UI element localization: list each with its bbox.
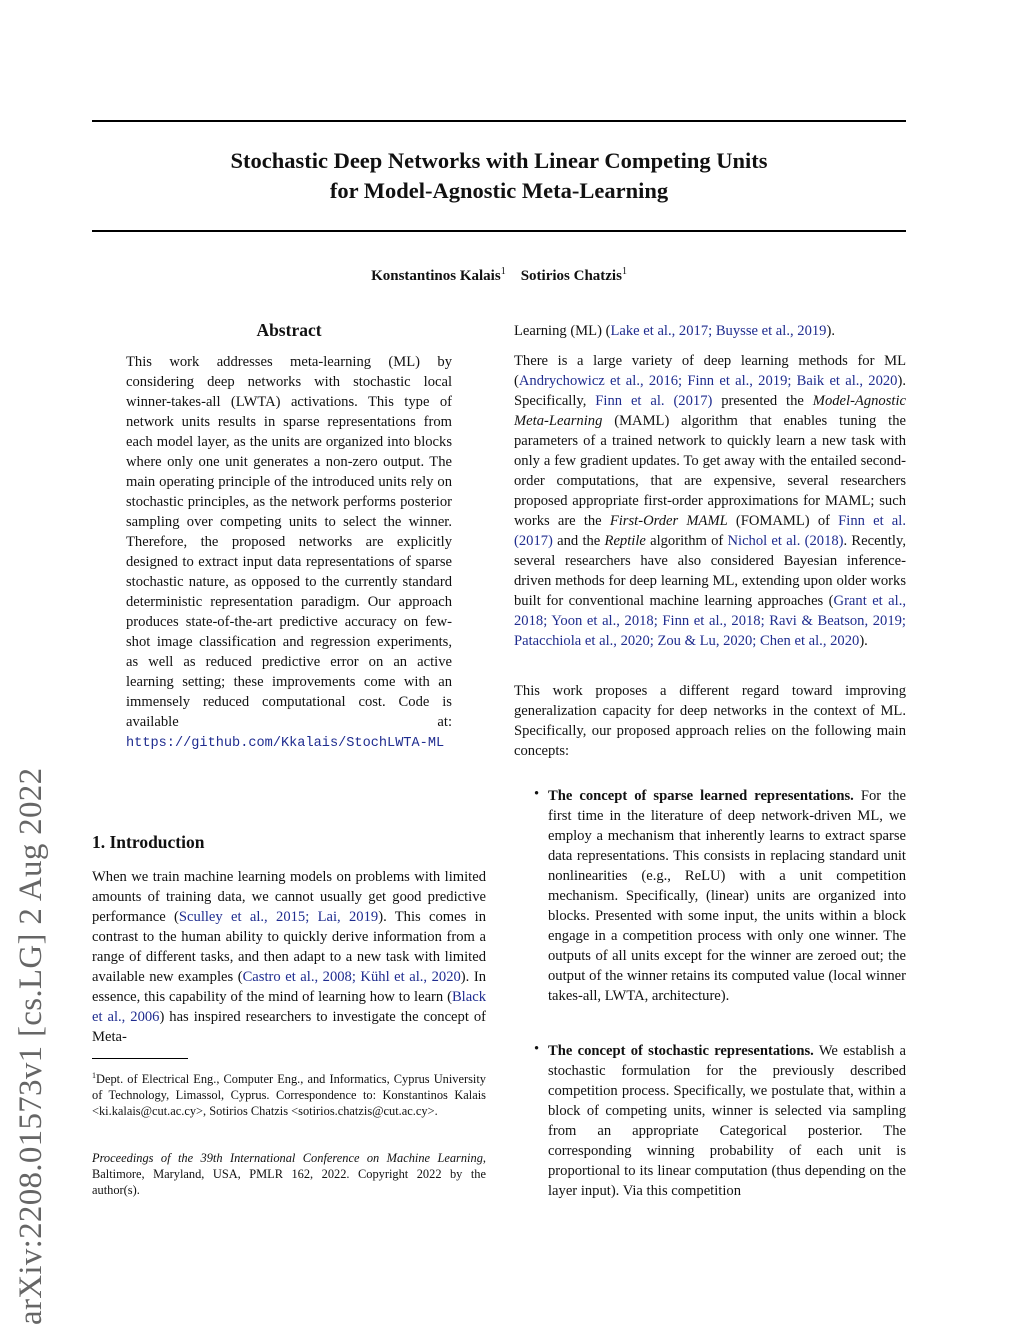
intro-text: ). In essence, this capability of the mind of learning how to learn ( [92, 969, 486, 1005]
code-url-link[interactable]: https://github.com/Kkalais/StochLWTA-ML [126, 736, 445, 751]
citation-link[interactable]: Finn et al. (2017) [595, 393, 713, 409]
bullet-text [548, 1041, 906, 1201]
title-bottom-rule [92, 230, 906, 232]
body-text: (FOMAML) of [727, 513, 839, 529]
body-text: and the [552, 533, 605, 549]
intro-text: When we train machine learning models on problems with limited amounts of training data, we cannot usually get good predictive performance ( [92, 869, 486, 925]
bullet-marker: • [534, 786, 540, 802]
author-affiliation-marker: 1 [621, 266, 627, 277]
term-maml: Model-Agnostic Meta-Learning [514, 393, 906, 429]
body-text: algorithm of [645, 533, 728, 549]
citation-link[interactable]: Grant et al., 2018; Yoon et al., 2018; Finn et al., 2018; Ravi & Beatson, 2019; Patacchiola et al., 2020; Zou & Lu, 2020; Chen et al., 2020 [514, 593, 906, 649]
bullet-marker: • [534, 1041, 540, 1057]
author-name: Sotirios Chatzis [520, 268, 622, 284]
citation-link[interactable]: Black et al., 2006 [92, 989, 486, 1025]
approach-paragraph [514, 681, 906, 761]
citation-link[interactable]: Andrychowicz et al., 2016; Finn et al., 2019; Baik et al., 2020 [518, 373, 898, 389]
author-affiliation-marker: 1 [500, 266, 506, 277]
author-list [92, 266, 906, 285]
citation-link[interactable]: Nichol et al. (2018) [727, 533, 844, 549]
title-line-2: for Model-Agnostic Meta-Learning [329, 178, 669, 203]
bullet-body: For the first time in the literature of deep network-driven ML, we employ a mechanism that inherently learns to extract sparse data representations. This consists in replacing standard unit nonlinearities (e.g., ReLU) with a unit competition mechanism. Specifically, (linear) units are organized into blocks. Presented with some input, the units within a block engage in a competition process with only one winner. The outputs of all units except for the winner are zeroed out; the output of the winner retains its computed value (local winner takes-all, LWTA, architecture). [548, 788, 907, 1004]
right-column-continuation [514, 321, 906, 341]
intro-text: ). This comes in contrast to the human ability to quickly derive information from a range of different tasks, and then adapt to a new task with limited available new examples ( [92, 909, 486, 985]
bullet-heading: The concept of sparse learned representations. [548, 788, 854, 804]
citation-link[interactable]: Lake et al., 2017; Buysse et al., 2019 [610, 323, 827, 339]
footnote-text: Dept. of Electrical Eng., Computer Eng., and Informatics, Cyprus University of Technology, Limassol, Cyprus. Correspondence to: Konstantinos Kalais <ki.kalais@cut.ac.cy>, Sotirios Chatzis <sotirios.chatzis@cut.ac.cy>. [92, 1072, 486, 1119]
citation-link[interactable]: Finn et al. (2017) [514, 513, 906, 549]
abstract-heading: Abstract [256, 320, 322, 340]
term-reptile: Reptile [604, 533, 646, 549]
section-heading-introduction: 1. Introduction [92, 832, 205, 852]
body-text: ). [859, 633, 868, 649]
body-text: This work proposes a different regard toward improving generalization capacity for deep networks in the context of ML. Specifically, our proposed approach relies on the following main concepts: [514, 683, 906, 759]
term-fomaml: First-Order MAML [609, 513, 728, 529]
body-text: (MAML) algorithm that enables tuning the parameters of a trained network to quickly learn a new task with only a few gradient updates. To get away with the entailed second-order computations, that are expensive, several researchers proposed appropriate first-order approximations for MAML; such works are the [514, 413, 906, 529]
proceedings-footnote [92, 1150, 486, 1198]
abstract-body [126, 352, 452, 754]
footnote-marker: 1 [92, 1071, 96, 1080]
intro-text: ) has inspired researchers to investigate the concept of Meta- [92, 1009, 486, 1045]
related-work-paragraph [514, 351, 906, 651]
body-text: ). [826, 323, 835, 339]
body-text: . Recently, several researchers have also considered Bayesian inference-driven methods for deep learning ML, extending upon older works built for conventional machine learning approaches ( [514, 533, 906, 609]
paper-title [92, 146, 906, 206]
proceedings-text: , Baltimore, Maryland, USA, PMLR 162, 2022. Copyright 2022 by the author(s). [92, 1151, 486, 1197]
footnote-rule [92, 1058, 188, 1059]
body-text: There is a large variety of deep learning methods for ML ( [514, 353, 906, 389]
citation-link[interactable]: Sculley et al., 2015; Lai, 2019 [178, 909, 379, 925]
arxiv-identifier: arXiv:2208.01573v1 [cs.LG] 2 Aug 2022 [13, 767, 49, 1325]
abstract-text: This work addresses meta-learning (ML) by considering deep networks with stochastic local winner-takes-all (LWTA) activations. This type of network units results in sparse representations from each model layer, as the units are organized into blocks where only one unit generates a non-zero output. The main operating principle of the introduced units rely on stochastic principles, as the network performs posterior sampling over competing units to select the winner. Therefore, the proposed networks are explicitly designed to extract input data representations of sparse stochastic nature, as opposed to the currently standard deterministic representation paradigm. Our approach produces state-of-the-art predictive accuracy on few-shot image classification and regression experiments, as well as reduced predictive error on an active learning setting; these improvements come with an immensely reduced computational cost. Code is available at: [126, 354, 452, 730]
bullet-heading: The concept of stochastic representations. [548, 1043, 814, 1059]
bullet-body: We establish a stochastic formulation for the previously described competition process. Specifically, we postulate that, within a block of competing units, winner is selected via sampling from an appropriate Categorical posterior. The corresponding winning probability of each unit is proportional to its linear computation (thus depending on the layer input). Via this competition [548, 1043, 907, 1199]
title-line-1: Stochastic Deep Networks with Linear Competing Units [230, 148, 768, 173]
affiliation-footnote [92, 1068, 486, 1119]
intro-paragraph [92, 867, 486, 1047]
citation-link[interactable]: Castro et al., 2008; Kühl et al., 2020 [242, 969, 461, 985]
proceedings-italic: Proceedings of the 39th International Conference on Machine Learning [92, 1151, 483, 1165]
author-name: Konstantinos Kalais [371, 268, 501, 284]
body-text: ). Specifically, [514, 373, 906, 409]
body-text: Learning (ML) ( [514, 323, 611, 339]
title-top-rule [92, 120, 906, 122]
bullet-text [548, 786, 906, 1006]
body-text: presented the [712, 393, 813, 409]
